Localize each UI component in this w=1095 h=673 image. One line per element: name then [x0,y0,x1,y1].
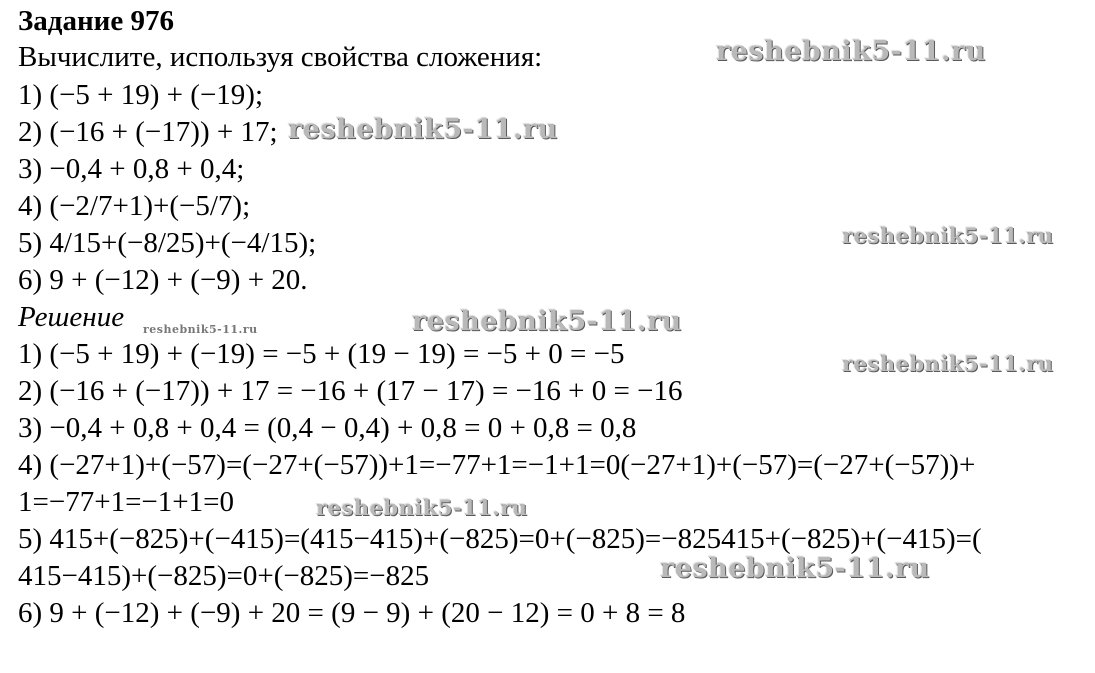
task-item-6: 6) 9 + (−12) + (−9) + 20. [18,264,308,296]
task-item-3: 3) −0,4 + 0,8 + 0,4; [18,153,245,185]
solution-line-5b: 415−415)+(−825)=0+(−825)=−825 [18,560,430,592]
solution-line-2: 2) (−16 + (−17)) + 17 = −16 + (17 − 17) = −16 + 0 = −16 [18,375,683,407]
watermark-logo: reshebnik5-11.ru [842,223,1054,248]
task-title: Задание 976 [18,5,175,37]
solution-line-1: 1) (−5 + 19) + (−19) = −5 + (19 − 19) = −5 + 0 = −5 [18,338,625,370]
task-item-2: 2) (−16 + (−17)) + 17; [18,116,278,148]
watermark-logo: reshebnik5-11.ru [288,114,558,145]
solution-line-3: 3) −0,4 + 0,8 + 0,4 = (0,4 − 0,4) + 0,8 = 0 + 0,8 = 0,8 [18,412,637,444]
solution-line-6: 6) 9 + (−12) + (−9) + 20 = (9 − 9) + (20 − 12) = 0 + 8 = 8 [18,597,686,629]
solution-line-5a: 5) 415+(−825)+(−415)=(415−415)+(−825)=0+(−825)=−825415+(−825)+(−415)=( [18,523,982,555]
watermark-logo: reshebnik5-11.ru [716,36,986,67]
solution-line-4a: 4) (−27+1)+(−57)=(−27+(−57))+1=−77+1=−1+1=0(−27+1)+(−57)=(−27+(−57))+ [18,449,976,481]
task-item-5: 5) 4/15+(−8/25)+(−4/15); [18,227,317,259]
watermark-logo: reshebnik5-11.ru [660,553,930,584]
task-item-1: 1) (−5 + 19) + (−19); [18,79,264,111]
task-item-4: 4) (−2/7+1)+(−5/7); [18,190,251,222]
solution-heading: Решение [18,301,125,333]
task-instruction: Вычислите, используя свойства сложения: [18,41,543,73]
watermark-logo: reshebnik5-11.ru [412,306,682,337]
solution-line-4b: 1=−77+1=−1+1=0 [18,486,234,518]
watermark-logo: reshebnik5-11.ru [316,495,528,520]
watermark-logo: reshebnik5-11.ru [143,323,258,336]
watermark-logo: reshebnik5-11.ru [842,351,1054,376]
